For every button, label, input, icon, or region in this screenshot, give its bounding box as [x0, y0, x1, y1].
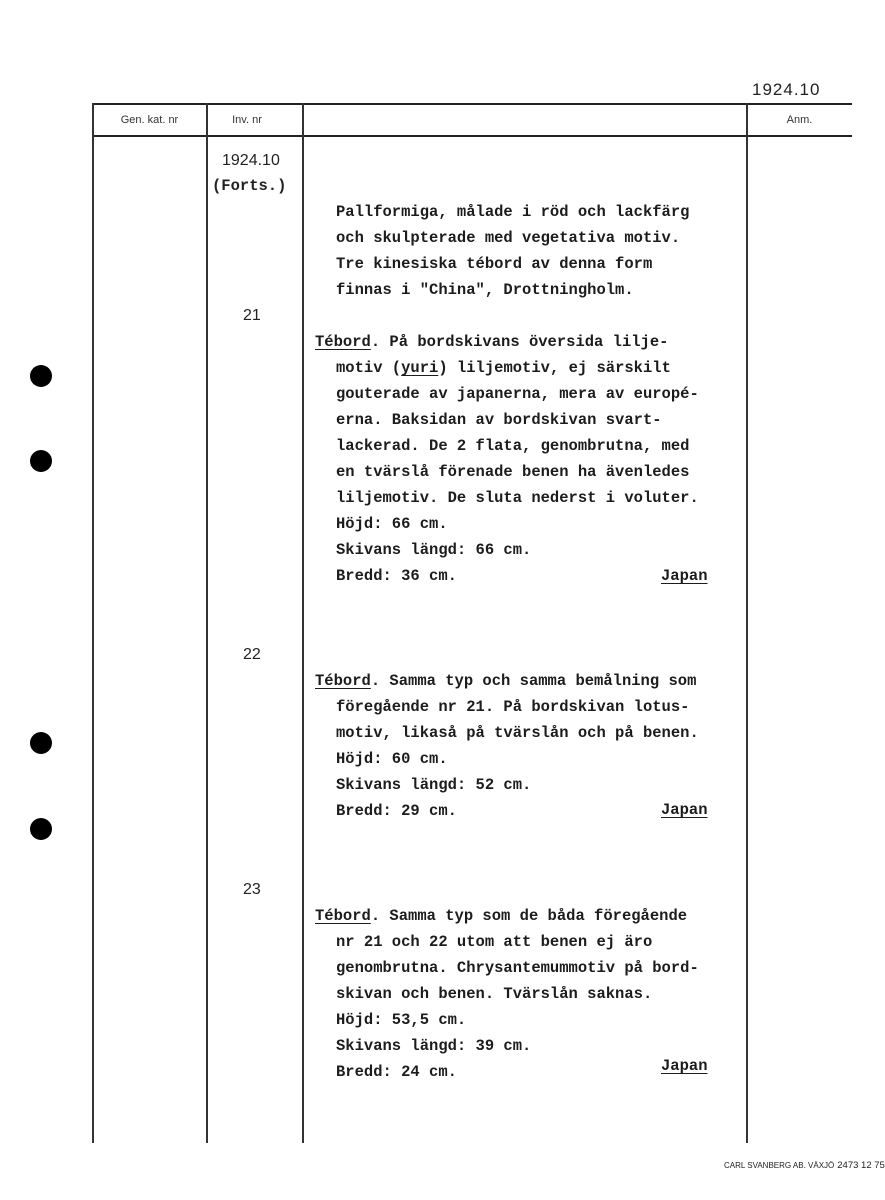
entry-inv-number: 21	[243, 307, 261, 324]
entry-inv-number: 1924.10	[222, 152, 280, 169]
measurement-width: Bredd: 29 cm.	[336, 802, 457, 820]
punch-hole-icon	[30, 818, 52, 840]
header-inv-nr: Inv. nr	[232, 114, 262, 126]
measurement-length: Skivans längd: 39 cm.	[336, 1037, 532, 1055]
column-divider-anm	[746, 103, 748, 1143]
entry-inv-number: 22	[243, 646, 261, 663]
header-gen-kat-nr: Gen. kat. nr	[120, 114, 179, 126]
description-line: motiv (yuri) liljemotiv, ej särskilt	[336, 359, 671, 377]
printer-name: CARL SVANBERG AB. VÄXJÖ	[724, 1161, 835, 1170]
entry-title-rest: . På bordskivans översida lilje-	[370, 333, 669, 351]
printer-imprint	[724, 1160, 885, 1171]
description-line: motiv, likaså på tvärslån och på benen.	[336, 724, 699, 742]
entry-title-rest: . Samma typ som de båda föregående	[370, 907, 688, 925]
description-line: lackerad. De 2 flata, genombrutna, med	[336, 437, 690, 455]
entry-description-block	[315, 877, 699, 1085]
description-line: genombrutna. Chrysantemummotiv på bord-	[336, 959, 699, 977]
measurement-width: Bredd: 36 cm.	[336, 567, 457, 585]
punch-hole-icon	[30, 365, 52, 387]
description-first-line	[315, 329, 699, 355]
description-line: och skulpterade med vegetativa motiv.	[336, 229, 681, 247]
description-line: gouterade av japanerna, mera av europé-	[336, 385, 699, 403]
entry-title: Tébord	[315, 333, 371, 351]
measurement-width: Bredd: 24 cm.	[336, 1063, 457, 1081]
description-line: föregående nr 21. På bordskivan lotus-	[336, 698, 690, 716]
entry-origin: Japan	[661, 801, 708, 819]
entry-inv-continued: (Forts.)	[212, 177, 287, 195]
column-divider-left	[92, 103, 94, 1143]
page-number: 1924.10	[752, 80, 821, 99]
entry-title: Tébord	[315, 672, 371, 690]
measurement-height: Höjd: 66 cm.	[336, 515, 448, 533]
form-code: 2473 12 75	[837, 1160, 885, 1171]
measurement-length: Skivans längd: 66 cm.	[336, 541, 532, 559]
entry-inv-number: 23	[243, 881, 261, 898]
description-line: erna. Baksidan av bordskivan svart-	[336, 411, 662, 429]
entry-title: Tébord	[315, 907, 371, 925]
entry-description-block	[336, 173, 689, 303]
measurement-height: Höjd: 53,5 cm.	[336, 1011, 467, 1029]
entry-description-block	[315, 642, 699, 824]
entry-origin: Japan	[661, 567, 708, 585]
description-line: Pallformiga, målade i röd och lackfärg	[336, 203, 690, 221]
description-line: nr 21 och 22 utom att benen ej äro	[336, 933, 653, 951]
description-first-line	[315, 903, 699, 929]
entry-title-rest: . Samma typ och samma bemålning som	[370, 672, 697, 690]
entry-origin: Japan	[661, 1057, 708, 1075]
entry-description-block	[315, 303, 699, 589]
measurement-length: Skivans längd: 52 cm.	[336, 776, 532, 794]
punch-hole-icon	[30, 732, 52, 754]
term-underlined: yuri	[401, 359, 439, 377]
column-divider-inv	[206, 103, 208, 1143]
description-line: en tvärslå förenade benen ha ävenledes	[336, 463, 690, 481]
description-line: finnas i "China", Drottningholm.	[336, 281, 634, 299]
punch-hole-icon	[30, 450, 52, 472]
header-anm: Anm.	[786, 114, 813, 126]
description-line: liljemotiv. De sluta nederst i voluter.	[336, 489, 699, 507]
column-divider-text	[302, 103, 304, 1143]
measurement-height: Höjd: 60 cm.	[336, 750, 448, 768]
description-line: skivan och benen. Tvärslån saknas.	[336, 985, 653, 1003]
description-line: Tre kinesiska tébord av denna form	[336, 255, 653, 273]
description-first-line	[315, 668, 699, 694]
header-description	[303, 108, 746, 132]
